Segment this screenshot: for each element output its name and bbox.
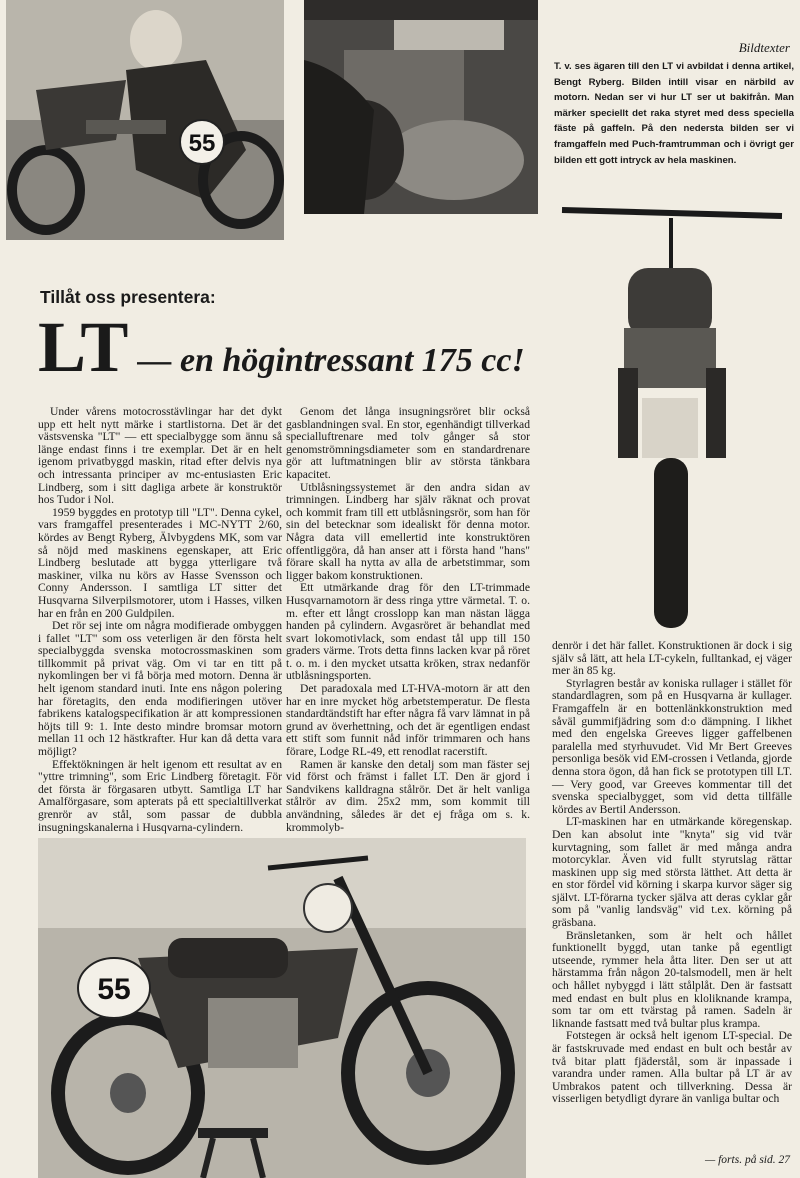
side-plate-number: 55	[97, 973, 131, 1006]
paragraph: Effektökningen är helt igenom ett resultat av en "yttre trimning", som Eric Lindberg företagit. För det första är förgasaren utbytt. Samtliga LT har Amalförgasare, som apterats på ett specialtillverkat grenrör av stål, som passar de dubbla insugningskanalerna i Husqvarna-cylindern.	[38, 757, 282, 834]
paragraph: Ramen är kanske den detalj som man fäster sej vid först och främst i fallet LT. Den är gjord i Sandvikens kalldragna stålrör. Det är helt vanliga stålrör av dim. 25x2 mm, som kommit till användning, således är det ej fråga om s. k. krommolyb-	[286, 757, 530, 834]
paragraph: Under vårens motocrosstävlingar har det dykt upp ett helt nytt märke i startlistorna. Det är det västsvenska "LT" — ett specialbygge som ännu så länge endast finns i tre exemplar. Det är en helt igenom privatbyggd maskin, ritad efter delvis nya och intressanta principer av mc-entusiasten Eric Lindberg, som i sitt dagliga arbete är konstruktör hos Tudor i Nol.	[38, 405, 282, 507]
headline-lt: LT	[38, 307, 130, 387]
paragraph: Fotstegen är också helt igenom LT-special. De är fastskruvade med endast en bult och består av två bitar platt fjäderstål, som är inpassade i varandra under ramen. Alla bultar på LT är av Umbrakos patent och tillverkning. Dessa är visserligen betydligt dyrare än vanliga bultar och	[552, 1029, 792, 1106]
paragraph: Ett utmärkande drag för den LT-trimmade Husqvarnamotorn är dess ringa yttre värmetal. T. o. m. efter ett långt crosslopp kan man nästan lägga handen på cylindern. Avgasröret är behandlat med svart lokomotivlack, som endast tål upp till 150 graders värme. Trots detta finns lacken kvar på röret t. o. m. i den mycket utsatta kröken, strax nedanför utblåsningsporten.	[286, 581, 530, 683]
photo-captions	[554, 40, 794, 168]
owner-photo	[6, 0, 284, 240]
engine-photo	[304, 0, 538, 214]
rider-plate-number: 55	[188, 130, 216, 157]
paragraph: Det rör sej inte om några modifierade ombyggen i fallet "LT" som oss veterligen är den första helt specialbyggda svenska motocrossmaskinen som tillkommit på privat väg. Om vi tar en titt på nykomlingen ber vi få börja med motorn. Denna är helt igenom standard inuti. Inte ens någon polering har företagits, den enda modifieringen utöver fabrikens katalogspecifikation är att kompressionen höjts till 9: 1. Inte desto mindre bromsar motorn mellan 11 och 12 hästkrafter. Hur kan då detta vara möjligt?	[38, 619, 282, 759]
article-column-2	[286, 406, 530, 834]
captions-title: Bildtexter	[738, 40, 790, 55]
paragraph: Utblåsningssystemet är den andra sidan av trimningen. Lindberg har själv räknat och provat och kommit fram till ett utblåsningsrör, som han för sin del betecknar som idealiskt för denna motor. Några data vill emellertid inte konstruktören offentliggöra, då han anser att i första hand "hans" förare skall ha nytta av alla de arbetstimmar, som ligger bakom konstruktionen.	[286, 480, 530, 582]
article-column-3	[552, 640, 792, 1106]
rear-view-photo	[558, 188, 786, 628]
paragraph: denrör i det här fallet. Konstruktionen är dock i sig själv så lätt, att hela LT-cykeln, fulltankad, ej väger mer än 85 kg.	[552, 639, 792, 678]
headline-subtitle: — en högintressant 175 cc!	[137, 342, 525, 379]
article-column-1	[38, 406, 282, 834]
captions-body: T. v. ses ägaren till den LT vi avbildat i denna artikel, Bengt Ryberg. Bilden intill visar en närbild av motorn. Nedan ser vi hur LT ser ut bakifrån. Man märker speciellt det raka styret med dess speciella fäste på gaffeln. På den nedersta bilden ser vi framgaffeln med Puch-framtrumman och i övrigt ger bilden ett gott intryck av hela maskinen.	[554, 61, 794, 166]
side-view-photo	[38, 838, 526, 1178]
paragraph: Genom det långa insugningsröret blir också gasblandningen sval. En stor, egenhändigt tillverkad specialluftrenare med tolv gånger så stor genomströmningsdiameter som en standardrenare gör att luftmatningen blir av största tänkbara kapacitet.	[286, 405, 530, 481]
headline	[38, 306, 525, 389]
continued-note: — forts. på sid. 27	[705, 1154, 790, 1166]
paragraph: Styrlagren består av koniska rullager i stället för standardlagren, som på en Husqvarna är kullager. Framgaffeln är en bottenlänkkonstruktion med såväl gummifjädring som d:o dämpning. I likhet med den engelska Greeves ligger gaffelbenen paralella med styrhuvudet. Vid Mr Bert Greeves personliga besök vid EM-crossen i Vetlanda, gjorde denna stora ögon, då han fick se prototypen till LT. — Very good, var Greeves kommentar till det svenska specialbygget, som vid detta tillfälle kördes av Bertil Andersson.	[552, 676, 792, 816]
paragraph: Bränsletanken, som är helt och hållet funktionellt byggd, utan tanke på egentligt utseende, rymmer hela åtta liter. Den ser ut att härstamma från någon 20-talsmodell, men är helt och hållet nybyggd i lätt stålplåt. Den är fastsatt med endast en bult plus en kloliknande krampa, som tar om ett tvärstag på ramen. Sadeln är liknande fastsatt med två bultar plus krampa.	[552, 928, 792, 1030]
paragraph: 1959 byggdes en prototyp till "LT". Denna cykel, vars framgaffel presenterades i MC-NYTT 2/60, kördes av Bengt Ryberg, Älvbygdens MK, som var så nöjd med maskinens egenskaper, att Eric Lindberg beslutade att bygga ytterligare två maskiner, vilka nu körs av Hasse Svensson och Conny Andersson. I samtliga LT sitter det Husqvarna Silverpilsmotorer, utom i Hasses, vilken har en från en 200 Guldpilen.	[38, 505, 282, 620]
paragraph: Det paradoxala med LT-HVA-motorn är att den har en inre mycket hög arbetstemperatur. De flesta standardtändstift har efter några få varv lämnat in på grund av överhettning, och det är egentligen endast ett stift som funnit nåd inför trimmaren och hans förare, Lodge RL-49, ett renodlat racerstift.	[286, 682, 530, 759]
kicker: Tillåt oss presentera:	[40, 287, 216, 307]
paragraph: LT-maskinen har en utmärkande köregenskap. Den kan absolut inte "knyta" sig vid tvär kurvtagning, som fallet är med många andra motorcyklar. Även vid fullt styrutslag rättar maskinen upp sig med största lätthet. Att detta är en stor fördel vid körning i skarpa kurvor säger sig självt. LT-förarna tycker själva att deras cyklar går som på "vanlig landsväg" vid t.ex. körning på gräsbana.	[552, 815, 792, 930]
